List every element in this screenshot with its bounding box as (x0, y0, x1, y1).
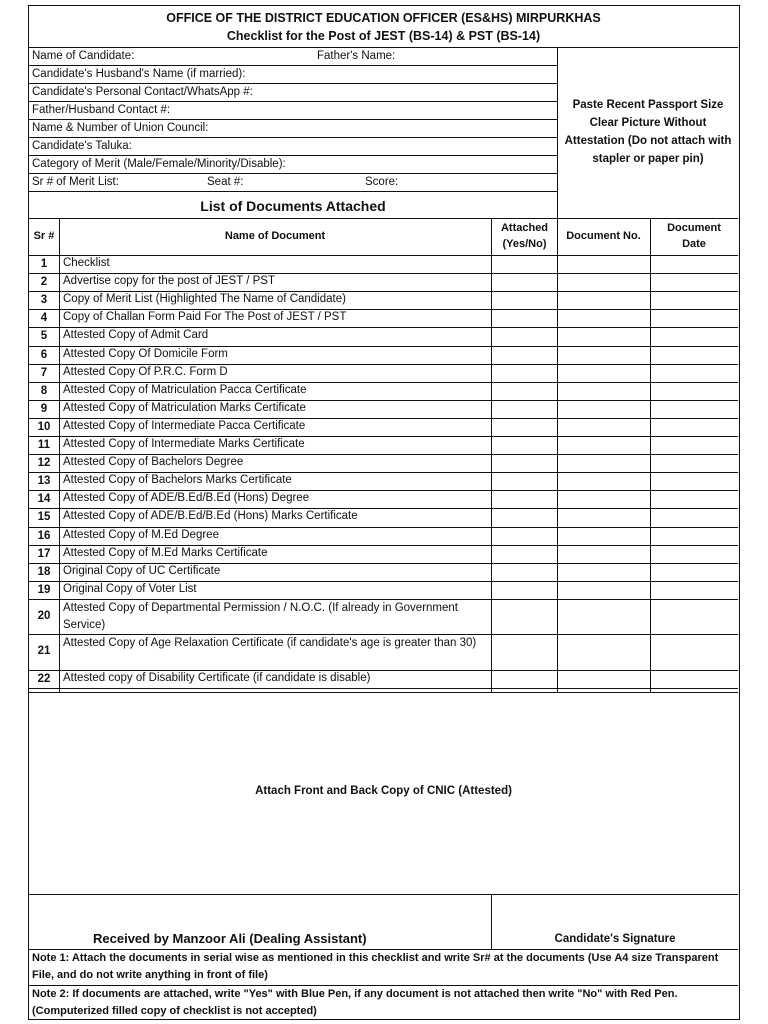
row-sr-number: 8 (40, 384, 48, 397)
field-seat-number[interactable]: Seat #: (207, 176, 244, 188)
row-sr-number: 12 (37, 457, 51, 470)
row-attached-cell[interactable] (492, 327, 557, 345)
office-title: OFFICE OF THE DISTRICT EDUCATION OFFICER (ES&HS) MIRPURKHAS (166, 11, 601, 25)
row-sr-number: 16 (37, 529, 51, 542)
row-document-date-cell[interactable] (651, 400, 738, 418)
field-personal-contact[interactable]: Candidate's Personal Contact/WhatsApp #: (32, 86, 253, 98)
row-document-date-cell[interactable] (651, 527, 738, 545)
row-document-date-cell[interactable] (651, 599, 738, 635)
row-attached-cell[interactable] (492, 418, 557, 436)
row-attached-cell[interactable] (492, 436, 557, 454)
row-document-name: Attested Copy of M.Ed Degree (63, 528, 219, 541)
row-document-name: Attested Copy of Age Relaxation Certificate (if candidate's age is greater than 30) (63, 637, 477, 650)
row-sr-number: 4 (40, 312, 48, 325)
row-attached-cell[interactable] (492, 291, 557, 309)
row-attached-cell[interactable] (492, 364, 557, 382)
column-header-doc-no: Document No. (566, 230, 641, 242)
row-document-name: Attested Copy of Matriculation Marks Certificate (63, 401, 306, 414)
row-sr-number: 14 (37, 493, 51, 506)
row-document-no-cell[interactable] (558, 527, 650, 545)
row-document-name: Attested Copy of M.Ed Marks Certificate (63, 546, 268, 559)
row-document-name: Attested Copy of Bachelors Marks Certificate (63, 474, 292, 487)
row-document-date-cell[interactable] (651, 327, 738, 345)
row-sr-number: 17 (37, 547, 51, 560)
candidate-signature[interactable]: Candidate's Signature (554, 933, 676, 945)
row-attached-cell[interactable] (492, 634, 557, 670)
row-document-name: Attested Copy of Matriculation Pacca Certificate (63, 383, 307, 396)
row-document-no-cell[interactable] (558, 418, 650, 436)
row-attached-cell[interactable] (492, 400, 557, 418)
row-document-date-cell[interactable] (651, 346, 738, 364)
note-1: Note 1: Attach the documents in serial wise as mentioned in this checklist and write Sr# at the documents (Use A4 size Transparent File, and do not write anything in front of file) (32, 952, 719, 981)
row-document-no-cell[interactable] (558, 327, 650, 345)
row-document-date-cell[interactable] (651, 418, 738, 436)
field-guardian-contact[interactable]: Father/Husband Contact #: (32, 104, 171, 116)
row-document-date-cell[interactable] (651, 364, 738, 382)
row-document-no-cell[interactable] (558, 454, 650, 472)
row-sr-number: 15 (37, 511, 51, 524)
row-document-name: Attested Copy of Departmental Permission / N.O.C. (If already in Government Service) (63, 601, 458, 631)
row-document-date-cell[interactable] (651, 634, 738, 670)
field-union-council[interactable]: Name & Number of Union Council: (32, 122, 209, 134)
row-sr-number: 21 (37, 645, 51, 658)
row-sr-number: 2 (40, 276, 48, 289)
cnic-attachment-area[interactable]: Attach Front and Back Copy of CNIC (Attested) (255, 785, 512, 797)
row-document-date-cell[interactable] (651, 670, 738, 688)
row-document-name: Original Copy of UC Certificate (63, 564, 221, 577)
photo-box[interactable]: Paste Recent Passport Size Clear Picture Without Attestation (Do not attach with stapler or paper pin) (564, 99, 732, 165)
row-document-date-cell[interactable] (651, 382, 738, 400)
row-document-no-cell[interactable] (558, 508, 650, 526)
row-sr-number: 7 (40, 366, 48, 379)
row-document-date-cell[interactable] (651, 545, 738, 563)
received-by: Received by Manzoor Ali (Dealing Assistant) (93, 931, 367, 946)
row-attached-cell[interactable] (492, 346, 557, 364)
field-husband-name[interactable]: Candidate's Husband's Name (if married): (32, 68, 246, 80)
row-document-name: Attested Copy of ADE/B.Ed/B.Ed (Hons) Degree (63, 492, 310, 505)
checklist-subtitle: Checklist for the Post of JEST (BS-14) & PST (BS-14) (226, 29, 541, 43)
row-divider (29, 688, 738, 689)
row-document-name: Attested Copy of Admit Card (63, 329, 209, 342)
row-document-date-cell[interactable] (651, 309, 738, 327)
row-attached-cell[interactable] (492, 599, 557, 635)
row-attached-cell[interactable] (492, 472, 557, 490)
row-document-date-cell[interactable] (651, 508, 738, 526)
row-document-no-cell[interactable] (558, 670, 650, 688)
row-document-no-cell[interactable] (558, 490, 650, 508)
row-document-no-cell[interactable] (558, 255, 650, 273)
field-father-name[interactable]: Father's Name: (317, 50, 396, 62)
row-sr-number: 19 (37, 583, 51, 596)
row-document-no-cell[interactable] (558, 400, 650, 418)
row-document-no-cell[interactable] (558, 364, 650, 382)
documents-title: List of Documents Attached (200, 198, 386, 214)
row-document-name: Attested Copy of Intermediate Marks Certificate (63, 438, 305, 450)
row-sr-number: 22 (37, 672, 51, 685)
row-document-no-cell[interactable] (558, 346, 650, 364)
row-sr-number: 20 (37, 609, 51, 622)
note-2: Note 2: If documents are attached, write "Yes" with Blue Pen, if any document is not attached then write "No" with Red Pen. (Computerized filled copy of checklist is not accepted) (32, 988, 678, 1017)
field-taluka[interactable]: Candidate's Taluka: (32, 140, 132, 152)
row-document-name: Attested Copy of Bachelors Degree (63, 456, 244, 469)
row-document-no-cell[interactable] (558, 581, 650, 599)
field-merit-sr[interactable]: Sr # of Merit List: (32, 176, 119, 188)
row-document-name: Copy of Challan Form Paid For The Post of JEST / PST (63, 311, 347, 324)
row-sr-number: 3 (40, 294, 48, 307)
column-header-name: Name of Document (224, 230, 326, 242)
row-attached-cell[interactable] (492, 581, 557, 599)
row-document-name: Original Copy of Voter List (63, 582, 197, 595)
row-document-date-cell[interactable] (651, 472, 738, 490)
row-document-no-cell[interactable] (558, 309, 650, 327)
row-sr-number: 9 (40, 402, 48, 415)
column-header-sr: Sr # (33, 230, 55, 242)
row-document-no-cell[interactable] (558, 599, 650, 635)
row-document-date-cell[interactable] (651, 273, 738, 291)
row-attached-cell[interactable] (492, 454, 557, 472)
row-sr-number: 10 (37, 420, 51, 433)
row-attached-cell[interactable] (492, 670, 557, 688)
row-document-name: Advertise copy for the post of JEST / PST (63, 275, 275, 288)
row-document-no-cell[interactable] (558, 382, 650, 400)
row-document-name: Attested copy of Disability Certificate (if candidate is disable) (63, 671, 371, 684)
row-document-date-cell[interactable] (651, 563, 738, 581)
row-sr-number: 5 (40, 330, 48, 343)
row-document-name: Attested Copy Of P.R.C. Form D (63, 365, 228, 378)
row-attached-cell[interactable] (492, 382, 557, 400)
row-document-no-cell[interactable] (558, 563, 650, 581)
row-attached-cell[interactable] (492, 255, 557, 273)
candidate-fields (29, 47, 557, 194)
row-sr-number: 18 (37, 565, 51, 578)
row-sr-number: 1 (40, 258, 48, 270)
row-document-date-cell[interactable] (651, 490, 738, 508)
row-attached-cell[interactable] (492, 273, 557, 291)
row-sr-number: 13 (37, 475, 51, 488)
row-sr-number: 11 (37, 439, 51, 451)
row-document-no-cell[interactable] (558, 634, 650, 670)
row-attached-cell[interactable] (492, 545, 557, 563)
row-document-date-cell[interactable] (651, 291, 738, 309)
field-score[interactable]: Score: (365, 176, 399, 188)
row-document-date-cell[interactable] (651, 454, 738, 472)
column-header-doc-date: Document Date (667, 222, 721, 250)
row-attached-cell[interactable] (492, 490, 557, 508)
row-document-date-cell[interactable] (651, 255, 738, 273)
row-sr-number: 6 (40, 348, 48, 361)
field-candidate-name[interactable]: Name of Candidate: (32, 50, 135, 62)
row-attached-cell[interactable] (492, 527, 557, 545)
row-document-name: Attested Copy of ADE/B.Ed/B.Ed (Hons) Marks Certificate (63, 510, 358, 523)
row-attached-cell[interactable] (492, 508, 557, 526)
checklist-form (28, 5, 740, 1020)
column-header-attached: Attached (Yes/No) (500, 222, 549, 250)
row-document-name: Attested Copy of Intermediate Pacca Certificate (63, 419, 306, 432)
row-document-no-cell[interactable] (558, 273, 650, 291)
row-document-no-cell[interactable] (558, 472, 650, 490)
row-attached-cell[interactable] (492, 309, 557, 327)
row-attached-cell[interactable] (492, 563, 557, 581)
field-merit-category[interactable]: Category of Merit (Male/Female/Minority/Disable): (32, 158, 286, 170)
row-document-name: Checklist (63, 257, 110, 269)
row-document-no-cell[interactable] (558, 545, 650, 563)
row-document-name: Attested Copy Of Domicile Form (63, 347, 228, 360)
row-document-name: Copy of Merit List (Highlighted The Name of Candidate) (63, 293, 346, 306)
row-document-date-cell[interactable] (651, 436, 738, 454)
row-document-no-cell[interactable] (558, 291, 650, 309)
row-document-date-cell[interactable] (651, 581, 738, 599)
row-document-no-cell[interactable] (558, 436, 650, 454)
